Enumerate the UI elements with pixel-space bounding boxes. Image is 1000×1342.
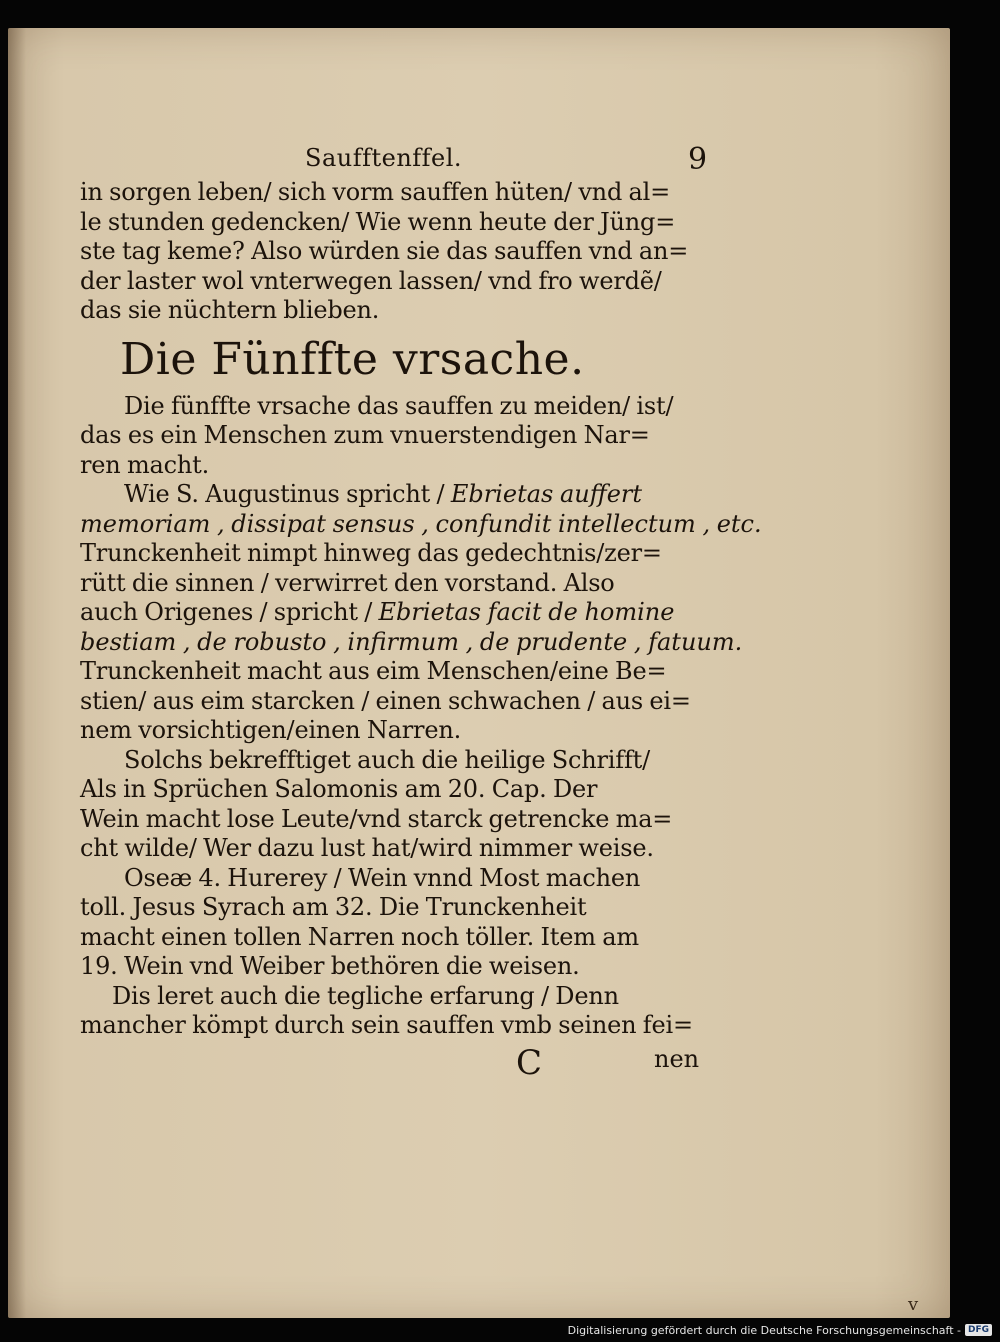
text-line: toll. Jesus Syrach am 32. Die Trunckenheit [80,893,587,921]
paragraph-4 [80,864,710,982]
section-heading: Die Fünffte vrsache. [120,333,585,385]
fraktur-text: auch Origenes / spricht / [80,598,379,626]
text-line: Als in Sprüchen Salomonis am 20. Cap. Der [80,775,598,803]
text-line: mancher kömpt durch sein sauffen vmb seinen fei= [80,1011,693,1039]
latin-quote: Ebrietas facit de homine [378,598,675,626]
text-line: Oseæ 4. Hurerey / Wein vnnd Most machen [124,863,641,892]
text-line [80,598,710,628]
text-line: das sie nüchtern blieben. [80,296,380,324]
paragraph-5 [80,982,710,1041]
margin-mark: v [908,1294,919,1315]
text-line [80,716,710,746]
paragraph-1 [80,392,710,481]
text-line: 19. Wein vnd Weiber bethören die weisen. [80,952,580,980]
running-head [80,138,710,178]
text-line: Die fünffte vrsache das sauffen zu meiden/ ist/ [124,391,674,420]
text-line [80,569,710,599]
text-line: Solchs bekrefftiget auch die heilige Schrifft/ [124,745,650,774]
text-line [80,687,710,717]
latin-quote: bestiam , de robusto , infirmum , de prudente , fatuum. [80,627,743,656]
book-page [8,28,950,1318]
paragraph-2 [80,480,762,746]
text-line: ren macht. [80,450,210,479]
fraktur-text: Wie S. Augustinus spricht / [124,480,451,508]
fraktur-text: Trunckenheit macht aus eim Menschen/eine Be= [80,657,667,685]
text-line [80,509,762,540]
running-title: Saufftenffel. [305,144,463,172]
paragraph-3 [80,746,710,864]
text-line: Dis leret auch die tegliche erfarung / Denn [112,981,619,1010]
text-line: das es ein Menschen zum vnuerstendigen Nar= [80,421,650,449]
text-line: cht wilde/ Wer dazu lust hat/wird nimmer weise. [80,834,654,862]
fraktur-text: rütt die sinnen / verwirret den vorstand. Also [80,568,615,597]
catchword: nen [654,1044,700,1073]
text-line [80,480,710,510]
latin-quote: Ebrietas auffert [450,480,643,508]
fraktur-text: nem vorsichtigen/einen Narren. [80,716,462,744]
text-line: der laster wol vnterwegen lassen/ vnd fro werdẽ/ [80,266,662,295]
text-line: in sorgen leben/ sich vorm sauffen hüten/ vnd al= [80,178,671,206]
text-line: le stunden gedencken/ Wie wenn heute der Jüng= [80,207,676,236]
latin-quote: memoriam , dissipat sensus , confundit intellectum , etc. [80,509,762,538]
text-line: ste tag keme? Also würden sie das sauffen vnd an= [80,237,689,265]
fraktur-text: Trunckenheit nimpt hinweg das gedechtnis/zer= [80,539,662,567]
page-number: 9 [688,142,708,177]
text-line [80,627,743,658]
fraktur-text: stien/ aus eim starcken / einen schwachen / aus ei= [80,686,691,715]
text-block [80,138,762,1083]
text-line: Wein macht lose Leute/vnd starck getrencke ma= [80,804,673,833]
signature-line [80,1041,710,1083]
footer-text: Digitalisierung gefördert durch die Deutsche Forschungsgemeinschaft - [567,1323,961,1337]
text-line [80,539,710,569]
paragraph-top [80,178,710,326]
text-line [80,657,710,687]
signature-mark: C [516,1042,543,1083]
footer-credit [568,1322,992,1338]
dfg-logo: DFG [965,1324,992,1336]
text-line: macht einen tollen Narren noch töller. Item am [80,922,639,951]
